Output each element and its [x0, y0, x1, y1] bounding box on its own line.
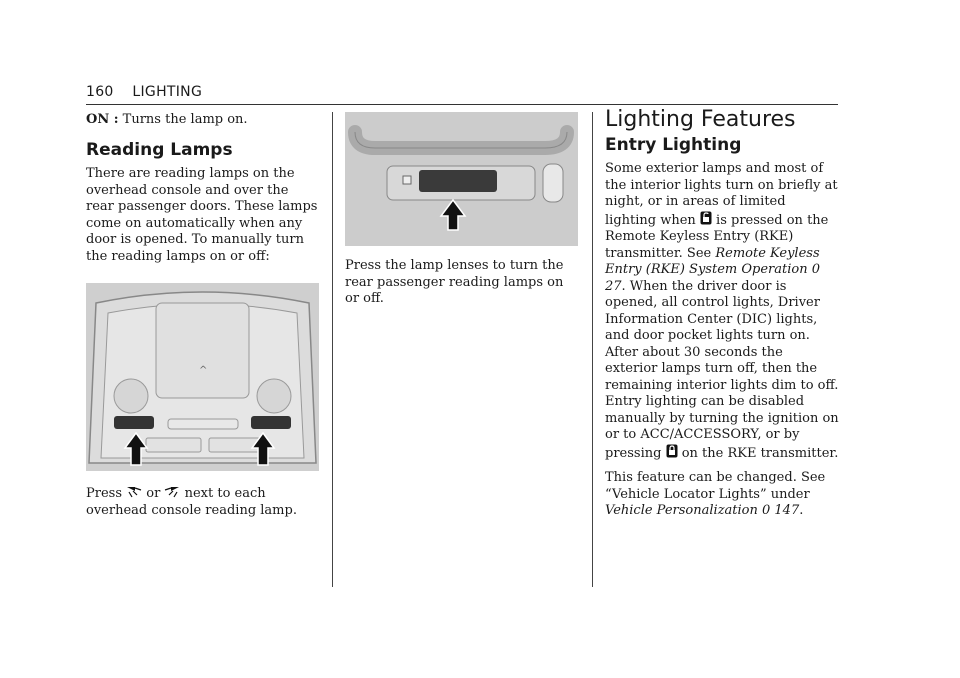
on-definition: ON : Turns the lamp on.: [86, 112, 248, 127]
column-divider: [332, 112, 333, 587]
column-divider: [592, 112, 593, 587]
rear-reading-lamp-illustration: [345, 112, 578, 246]
lighting-features-heading: Lighting Features: [605, 107, 796, 132]
page-header: [86, 84, 838, 105]
rke-operation-link[interactable]: Remote Keyless Entry (RKE) System Operation: [605, 245, 820, 277]
feature-change-text: This feature can be changed. See “Vehicle Locator Lights” under Vehicle Personalization 0 147.: [605, 470, 826, 518]
on-term: ON :: [86, 112, 119, 127]
overhead-console-illustration: [86, 283, 319, 471]
reading-lamps-heading: Reading Lamps: [86, 139, 233, 160]
reading-lamp-left-icon: [126, 485, 142, 498]
reading-lamp-right-icon: [164, 485, 180, 498]
unlock-icon: [700, 211, 712, 225]
column-middle: [345, 112, 579, 316]
svg-text:^: ^: [199, 365, 208, 376]
vehicle-personalization-link[interactable]: Vehicle Personalization: [605, 503, 758, 518]
page-number: 160: [86, 84, 114, 100]
column-left: [86, 112, 320, 527]
lock-icon: [666, 444, 678, 458]
section-title: LIGHTING: [132, 84, 203, 100]
entry-lighting-heading: Entry Lighting: [605, 134, 742, 155]
rear-reading-lamp-figure: [345, 112, 578, 246]
press-instructions: Press or next to each overhead console reading lamp.: [86, 486, 297, 518]
overhead-console-figure: [86, 283, 319, 471]
rear-lamp-text: Press the lamp lenses to turn the rear passenger reading lamps on or off.: [345, 258, 564, 306]
reading-lamps-text: There are reading lamps on the overhead console and over the rear passenger doors. These lamps come on automatically when any door is opened. To manually turn the reading lamps on or off:: [86, 166, 318, 264]
column-right: [605, 107, 839, 528]
entry-lighting-text: Some exterior lamps and most of the interior lights turn on briefly at night, or in areas of limited lighting when is pressed on the Remote Keyless Entry (RKE) transmitter. See Remote Keyless Entry (RKE) System Operation 0 27. When the driver door is opened, all control lights, Driver Information Center (DIC) lights, and door pocket lights turn on. After about 30 seconds the exterior lamps turn off, then the remaining interior lights dim to off. Entry lighting can be disabled manually by turning the ignition on or to ACC/ACCESSORY, or by pressing on the RKE transmitter.: [605, 161, 839, 461]
